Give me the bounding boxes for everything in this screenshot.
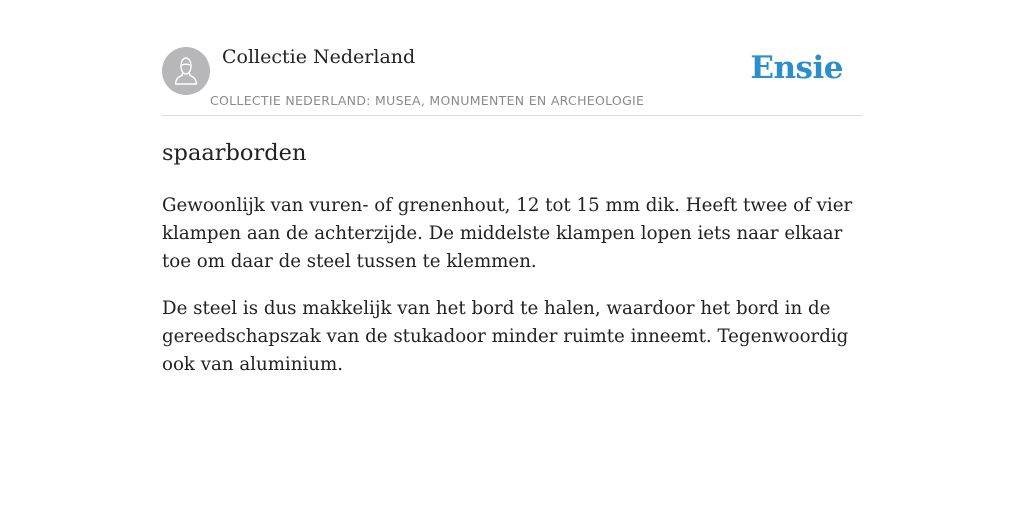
definition-body xyxy=(162,192,862,398)
author-name-link[interactable]: Collectie Nederland xyxy=(222,46,416,68)
definition-paragraph: Gewoonlijk van vuren- of grenenhout, 12 tot 15 mm dik. Heeft twee of vier klampen aan de achterzijde. De middelste klampen lopen iets naar elkaar toe om daar de steel tussen te klemmen. xyxy=(162,195,853,272)
user-silhouette-icon xyxy=(162,47,210,95)
source-link[interactable]: COLLECTIE NEDERLAND: MUSEA, MONUMENTEN EN ARCHEOLOGIE xyxy=(210,93,645,108)
entry-card xyxy=(162,0,862,375)
entry-header xyxy=(162,0,862,116)
definition-paragraph: De steel is dus makkelijk van het bord te halen, waardoor het bord in de gereedschapszak van de stukadoor minder ruimte inneemt. Tegenwoordig ook van aluminium. xyxy=(162,298,849,375)
ensie-logo[interactable]: Ensie xyxy=(750,50,843,86)
author-avatar[interactable] xyxy=(162,47,210,95)
term-title: spaarborden xyxy=(162,140,307,166)
